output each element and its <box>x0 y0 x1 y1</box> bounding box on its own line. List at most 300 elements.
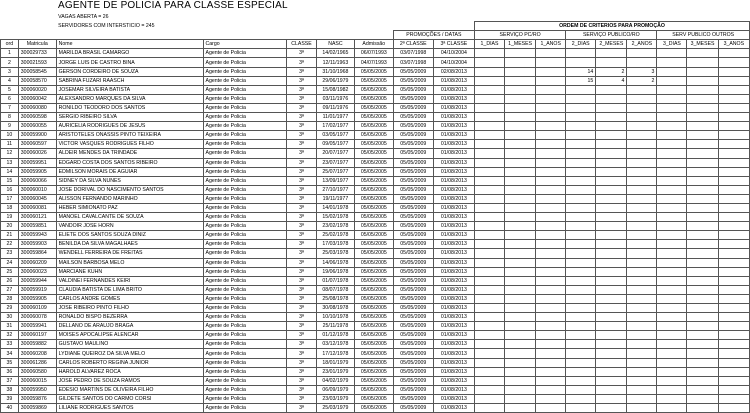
cell-2-dias <box>566 131 596 140</box>
cell-2-anos <box>627 267 657 276</box>
cell-2-meses <box>596 385 627 394</box>
cell-2a-classe: 05/05/2009 <box>393 85 433 94</box>
cell-1-meses <box>505 331 536 340</box>
cell-2a-classe: 05/05/2009 <box>393 267 433 276</box>
cell-1-dias <box>474 58 504 67</box>
cell-3-dias <box>657 194 687 203</box>
cell-matricula: 300060078 <box>18 313 56 322</box>
cell-matricula: 300060597 <box>18 140 56 149</box>
col-cargo: Cargo <box>203 40 286 49</box>
table-row <box>1 94 750 103</box>
cell-3-anos <box>718 131 749 140</box>
group-serv-publico-outros: SERV PUBLICO OUTROS <box>657 31 750 40</box>
cell-3-dias <box>657 103 687 112</box>
table-row <box>1 267 750 276</box>
table-row <box>1 367 750 376</box>
cell-1-meses <box>505 176 536 185</box>
cell-1-anos <box>536 294 566 303</box>
cell-2-dias <box>566 385 596 394</box>
cell-1-dias <box>474 76 504 85</box>
cell-1-anos <box>536 76 566 85</box>
cell-3a-classe: 02/08/2013 <box>433 67 474 76</box>
table-row <box>1 158 750 167</box>
cell-2-dias <box>566 340 596 349</box>
cell-1-anos <box>536 140 566 149</box>
vagas-info <box>56 13 286 22</box>
table-row <box>1 240 750 249</box>
cell-nasc: 14/02/1965 <box>317 49 355 58</box>
cell-cargo: Agente de Policia <box>203 158 286 167</box>
cell-nasc: 15/02/1978 <box>317 213 355 222</box>
cell-3a-classe: 01/08/2013 <box>433 85 474 94</box>
cell-2-dias <box>566 203 596 212</box>
cell-matricula: 300059851 <box>18 222 56 231</box>
cell-3-dias <box>657 313 687 322</box>
cell-nome: DELLANO DE ARAUJO BRAGA <box>56 322 203 331</box>
cell-2-dias <box>566 304 596 313</box>
cell-classe: 3ª <box>286 376 316 385</box>
cell-2-dias <box>566 231 596 240</box>
cell-admissao: 05/05/2005 <box>354 358 393 367</box>
cell-nasc: 17/02/1977 <box>317 122 355 131</box>
cell-2-meses <box>596 294 627 303</box>
col-nome: Nome <box>56 40 203 49</box>
cell-2-anos <box>627 404 657 413</box>
cell-3-meses <box>687 94 718 103</box>
cell-nome: RONILDO TEODORO DOS SANTOS <box>56 103 203 112</box>
cell-2-dias <box>566 285 596 294</box>
cell-nasc: 23/07/1977 <box>317 158 355 167</box>
cell-1-dias <box>474 313 504 322</box>
cell-3a-classe: 01/08/2013 <box>433 167 474 176</box>
col-classe: CLASSE <box>286 40 316 49</box>
cell-ord: 29 <box>1 304 19 313</box>
col-2-meses: 2_MESES <box>596 40 627 49</box>
cell-3-meses <box>687 304 718 313</box>
cell-3-meses <box>687 349 718 358</box>
cell-3-dias <box>657 349 687 358</box>
cell-2-meses <box>596 131 627 140</box>
cell-1-anos <box>536 67 566 76</box>
cell-cargo: Agente de Policia <box>203 394 286 403</box>
cell-2-anos <box>627 176 657 185</box>
cell-3a-classe: 01/08/2013 <box>433 394 474 403</box>
cell-cargo: Agente de Policia <box>203 385 286 394</box>
cell-2-meses <box>596 122 627 131</box>
cell-1-dias <box>474 322 504 331</box>
cell-3-meses <box>687 58 718 67</box>
cell-cargo: Agente de Policia <box>203 203 286 212</box>
cell-3-meses <box>687 285 718 294</box>
cell-3-anos <box>718 385 749 394</box>
cell-nome: JORGE LUIS DE CASTRO BINA <box>56 58 203 67</box>
cell-nome: MARILDA BRASIL CAMARGO <box>56 49 203 58</box>
table-row <box>1 385 750 394</box>
cell-admissao: 05/05/2005 <box>354 294 393 303</box>
cell-2a-classe: 05/05/2009 <box>393 349 433 358</box>
cell-nome: CARLOS ROBERTO REGINA JUNIOR <box>56 358 203 367</box>
cell-3-anos <box>718 49 749 58</box>
cell-2-anos <box>627 294 657 303</box>
cell-cargo: Agente de Policia <box>203 258 286 267</box>
cell-3-anos <box>718 158 749 167</box>
cell-1-meses <box>505 122 536 131</box>
cell-1-anos <box>536 367 566 376</box>
cell-cargo: Agente de Policia <box>203 304 286 313</box>
cell-nome: HEBER SIMIONATO PAZ <box>56 203 203 212</box>
cell-3-meses <box>687 385 718 394</box>
cell-1-anos <box>536 322 566 331</box>
table-row <box>1 167 750 176</box>
cell-1-dias <box>474 85 504 94</box>
cell-1-dias <box>474 67 504 76</box>
cell-3a-classe: 01/08/2013 <box>433 249 474 258</box>
table-row <box>1 185 750 194</box>
cell-2-dias <box>566 258 596 267</box>
cell-3-meses <box>687 203 718 212</box>
col-3-dias: 3_DIAS <box>657 40 687 49</box>
cell-3-dias <box>657 131 687 140</box>
cell-cargo: Agente de Policia <box>203 404 286 413</box>
table-row <box>1 340 750 349</box>
cell-1-dias <box>474 194 504 203</box>
cell-3-meses <box>687 185 718 194</box>
cell-1-dias <box>474 167 504 176</box>
table-row <box>1 285 750 294</box>
cell-2a-classe: 05/05/2009 <box>393 140 433 149</box>
cell-3a-classe: 01/08/2013 <box>433 122 474 131</box>
cell-2-meses <box>596 58 627 67</box>
cell-ord: 30 <box>1 313 19 322</box>
cell-1-dias <box>474 94 504 103</box>
cell-nome: VALDINEI FERNANDES KEIRI <box>56 276 203 285</box>
cell-admissao: 05/05/2005 <box>354 113 393 122</box>
cell-3-dias <box>657 367 687 376</box>
cell-3a-classe: 01/08/2013 <box>433 222 474 231</box>
cell-ord: 18 <box>1 203 19 212</box>
cell-2-anos <box>627 367 657 376</box>
cell-2-anos <box>627 249 657 258</box>
cell-1-meses <box>505 158 536 167</box>
cell-3a-classe: 04/10/2004 <box>433 58 474 67</box>
cell-matricula: 300060080 <box>18 103 56 112</box>
cell-1-meses <box>505 213 536 222</box>
cell-cargo: Agente de Policia <box>203 122 286 131</box>
cell-1-dias <box>474 367 504 376</box>
cell-ord: 36 <box>1 367 19 376</box>
cell-2-dias <box>566 149 596 158</box>
table-row <box>1 231 750 240</box>
cell-classe: 3ª <box>286 185 316 194</box>
cell-ord: 6 <box>1 94 19 103</box>
cell-1-meses <box>505 94 536 103</box>
cell-classe: 3ª <box>286 113 316 122</box>
cell-nasc: 15/08/1982 <box>317 85 355 94</box>
cell-1-anos <box>536 185 566 194</box>
cell-nasc: 14/06/1978 <box>317 258 355 267</box>
cell-3a-classe: 01/08/2013 <box>433 294 474 303</box>
cell-3a-classe: 01/08/2013 <box>433 94 474 103</box>
cell-1-meses <box>505 258 536 267</box>
cell-classe: 3ª <box>286 367 316 376</box>
cell-classe: 3ª <box>286 167 316 176</box>
cell-matricula: 300059869 <box>18 404 56 413</box>
cell-3-meses <box>687 213 718 222</box>
cell-matricula: 300059882 <box>18 340 56 349</box>
cell-classe: 3ª <box>286 58 316 67</box>
cell-matricula: 300060010 <box>18 185 56 194</box>
cell-matricula: 300061286 <box>18 358 56 367</box>
cell-3-anos <box>718 285 749 294</box>
cell-matricula: 300059951 <box>18 158 56 167</box>
cell-1-meses <box>505 276 536 285</box>
cell-3a-classe: 01/08/2013 <box>433 158 474 167</box>
cell-2-dias <box>566 176 596 185</box>
cell-3a-classe: 01/08/2013 <box>433 367 474 376</box>
cell-2a-classe: 05/05/2009 <box>393 285 433 294</box>
cell-2-meses <box>596 258 627 267</box>
cell-3a-classe: 01/08/2013 <box>433 176 474 185</box>
cell-2-meses <box>596 240 627 249</box>
table-row <box>1 304 750 313</box>
cell-1-dias <box>474 213 504 222</box>
col-1-dias: 1_DIAS <box>474 40 504 49</box>
cell-1-dias <box>474 158 504 167</box>
cell-3a-classe: 01/08/2013 <box>433 404 474 413</box>
cell-2-meses <box>596 313 627 322</box>
cell-3a-classe: 01/08/2013 <box>433 240 474 249</box>
cell-nasc: 03/12/1978 <box>317 340 355 349</box>
cell-2a-classe: 05/05/2009 <box>393 322 433 331</box>
cell-matricula: 300060066 <box>18 176 56 185</box>
group-servico-pc-ro: SERVIÇO PC/RO <box>474 31 565 40</box>
cell-matricula: 300059944 <box>18 276 56 285</box>
vagas-value: = 26 <box>98 14 109 21</box>
cell-3-dias <box>657 113 687 122</box>
cell-cargo: Agente de Policia <box>203 331 286 340</box>
cell-nome: SIDNEY DA SILVA NUNES <box>56 176 203 185</box>
cell-3-anos <box>718 103 749 112</box>
cell-cargo: Agente de Policia <box>203 113 286 122</box>
col-ord: ord <box>1 40 19 49</box>
cell-nasc: 12/11/1963 <box>317 58 355 67</box>
cell-2-dias <box>566 349 596 358</box>
cell-admissao: 05/05/2005 <box>354 285 393 294</box>
cell-nasc: 27/10/1977 <box>317 185 355 194</box>
col-1-anos: 1_ANOS <box>536 40 566 49</box>
cell-matricula: 300059919 <box>18 285 56 294</box>
cell-classe: 3ª <box>286 67 316 76</box>
cell-2-dias <box>566 94 596 103</box>
cell-2a-classe: 05/05/2009 <box>393 122 433 131</box>
cell-nome: JOSE PEDRO DE SOUZA RAMOS <box>56 376 203 385</box>
cell-3-meses <box>687 76 718 85</box>
cell-nome: ALDEIR MENDES DA TRINDADE <box>56 149 203 158</box>
cell-2-dias <box>566 58 596 67</box>
cell-classe: 3ª <box>286 349 316 358</box>
cell-admissao: 05/05/2005 <box>354 67 393 76</box>
cell-2a-classe: 05/05/2009 <box>393 313 433 322</box>
cell-3-anos <box>718 258 749 267</box>
cell-admissao: 05/05/2005 <box>354 376 393 385</box>
vagas-label: VAGAS ABERTA <box>58 14 97 21</box>
table-row <box>1 113 750 122</box>
cell-cargo: Agente de Policia <box>203 313 286 322</box>
cell-2-anos <box>627 58 657 67</box>
col-3-meses: 3_MESES <box>687 40 718 49</box>
cell-cargo: Agente de Policia <box>203 240 286 249</box>
cell-cargo: Agente de Policia <box>203 49 286 58</box>
table-row <box>1 222 750 231</box>
cell-nome: GILDETE SANTOS DO CARMO CORSI <box>56 394 203 403</box>
cell-nasc: 01/07/1978 <box>317 276 355 285</box>
cell-3-anos <box>718 240 749 249</box>
cell-matricula: 300060020 <box>18 85 56 94</box>
cell-matricula: 300059864 <box>18 249 56 258</box>
cell-3-dias <box>657 85 687 94</box>
cell-nome: HAROLD ALVAREZ ROCA <box>56 367 203 376</box>
cell-1-meses <box>505 194 536 203</box>
cell-nome: MOISES APOCALIPSE ALENCAR <box>56 331 203 340</box>
cell-3-anos <box>718 376 749 385</box>
cell-classe: 3ª <box>286 203 316 212</box>
cell-3-meses <box>687 231 718 240</box>
cell-3a-classe: 01/08/2013 <box>433 76 474 85</box>
cell-3a-classe: 01/08/2013 <box>433 194 474 203</box>
cell-3a-classe: 01/08/2013 <box>433 322 474 331</box>
cell-2a-classe: 05/05/2009 <box>393 394 433 403</box>
servidores-info <box>56 22 286 31</box>
cell-3-dias <box>657 322 687 331</box>
cell-3-anos <box>718 94 749 103</box>
cell-1-anos <box>536 276 566 285</box>
cell-3-dias <box>657 331 687 340</box>
cell-2-dias: 14 <box>566 67 596 76</box>
cell-3-meses <box>687 394 718 403</box>
cell-classe: 3ª <box>286 194 316 203</box>
cell-admissao: 05/05/2005 <box>354 103 393 112</box>
cell-2-meses: 4 <box>596 76 627 85</box>
cell-2-dias <box>566 185 596 194</box>
cell-admissao: 05/05/2005 <box>354 249 393 258</box>
cell-admissao: 05/05/2005 <box>354 185 393 194</box>
cell-3-anos <box>718 358 749 367</box>
cell-1-dias <box>474 113 504 122</box>
cell-nome: JOSE DORIVAL DO NASCIMENTO SANTOS <box>56 185 203 194</box>
cell-1-meses <box>505 240 536 249</box>
cell-matricula: 300059950 <box>18 385 56 394</box>
cell-cargo: Agente de Policia <box>203 231 286 240</box>
cell-classe: 3ª <box>286 394 316 403</box>
cell-admissao: 05/05/2005 <box>354 240 393 249</box>
cell-2-dias <box>566 376 596 385</box>
cell-nasc: 25/08/1978 <box>317 294 355 303</box>
cell-admissao: 05/05/2005 <box>354 222 393 231</box>
cell-classe: 3ª <box>286 304 316 313</box>
cell-classe: 3ª <box>286 404 316 413</box>
col-1-meses: 1_MESES <box>505 40 536 49</box>
cell-nome: AURICELIA RODRIGUES DE JESUS <box>56 122 203 131</box>
cell-cargo: Agente de Policia <box>203 140 286 149</box>
cell-1-meses <box>505 49 536 58</box>
cell-cargo: Agente de Policia <box>203 149 286 158</box>
col-2-anos: 2_ANOS <box>627 40 657 49</box>
cell-1-dias <box>474 404 504 413</box>
cell-3-dias <box>657 304 687 313</box>
cell-nome: ALEXSANDRO MARQUES DA SILVA <box>56 94 203 103</box>
cell-matricula: 300058570 <box>18 76 56 85</box>
cell-classe: 3ª <box>286 131 316 140</box>
cell-2-dias <box>566 167 596 176</box>
cell-3-dias <box>657 122 687 131</box>
cell-1-anos <box>536 258 566 267</box>
cell-2-meses <box>596 94 627 103</box>
servidores-label: SERVIDORES COM INTERSTICIO <box>58 23 140 30</box>
cell-3a-classe: 01/08/2013 <box>433 185 474 194</box>
cell-2a-classe: 05/05/2009 <box>393 404 433 413</box>
cell-3-dias <box>657 340 687 349</box>
cell-3-dias <box>657 222 687 231</box>
cell-admissao: 05/05/2005 <box>354 258 393 267</box>
cell-nasc: 20/07/1977 <box>317 149 355 158</box>
cell-nome: VANDOIR JOSE HORN <box>56 222 203 231</box>
cell-2-meses <box>596 185 627 194</box>
cell-2a-classe: 05/05/2009 <box>393 258 433 267</box>
cell-1-dias <box>474 185 504 194</box>
cell-1-meses <box>505 313 536 322</box>
cell-nasc: 06/09/1979 <box>317 385 355 394</box>
cell-ord: 35 <box>1 358 19 367</box>
cell-1-anos <box>536 176 566 185</box>
cell-cargo: Agente de Policia <box>203 167 286 176</box>
cell-nasc: 18/01/1979 <box>317 358 355 367</box>
cell-classe: 3ª <box>286 231 316 240</box>
col-2-dias: 2_DIAS <box>566 40 596 49</box>
table-row <box>1 76 750 85</box>
cell-3-dias <box>657 249 687 258</box>
cell-2a-classe: 05/05/2009 <box>393 113 433 122</box>
cell-cargo: Agente de Policia <box>203 367 286 376</box>
cell-3-anos <box>718 85 749 94</box>
cell-3a-classe: 04/10/2004 <box>433 49 474 58</box>
cell-nasc: 19/06/1978 <box>317 267 355 276</box>
cell-2-meses <box>596 194 627 203</box>
cell-2-anos <box>627 185 657 194</box>
cell-1-meses <box>505 267 536 276</box>
cell-3-anos <box>718 167 749 176</box>
cell-admissao: 05/05/2005 <box>354 176 393 185</box>
cell-3a-classe: 01/08/2013 <box>433 304 474 313</box>
cell-matricula: 300060197 <box>18 331 56 340</box>
cell-2-meses <box>596 222 627 231</box>
cell-1-anos <box>536 249 566 258</box>
cell-matricula: 300060580 <box>18 367 56 376</box>
cell-1-meses <box>505 376 536 385</box>
cell-3-anos <box>718 249 749 258</box>
cell-1-meses <box>505 285 536 294</box>
cell-nasc: 23/01/1979 <box>317 367 355 376</box>
cell-classe: 3ª <box>286 385 316 394</box>
cell-admissao: 05/05/2005 <box>354 385 393 394</box>
cell-2-anos <box>627 140 657 149</box>
cell-1-meses <box>505 394 536 403</box>
cell-1-meses <box>505 322 536 331</box>
cell-ord: 39 <box>1 394 19 403</box>
cell-3-anos <box>718 231 749 240</box>
cell-3-anos <box>718 176 749 185</box>
cell-1-meses <box>505 113 536 122</box>
cell-classe: 3ª <box>286 313 316 322</box>
